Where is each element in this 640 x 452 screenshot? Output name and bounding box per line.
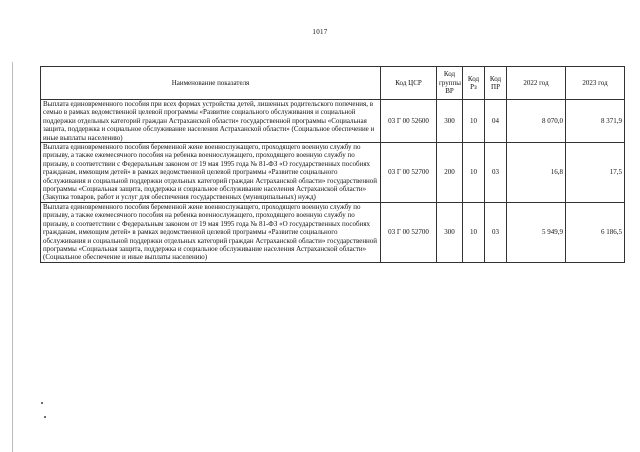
row-name: Выплата единовременного пособия беременной жене военнослужащего, проходящего военную службу по призыву, а также ежемесячного пособия на ребенка военнослужащего, проходящего военную службу по призыву, в соответствии с Федеральным законом от 19 мая 1995 года № 81-ФЗ «О государственных пособиях гражданам, имеющим детей» в рамках ведомственной целевой программы «Развитие социального обслуживания и социальной поддержки отдельных категорий граждан Астраханской области» государственной программы «Социальная защита, поддержка и социальное обслуживание населения Астраханской области» (Закупка товаров, работ и услуг для обеспечения государственных (муниципальных) нужд) [41,143,381,203]
scan-speck [44,416,46,418]
row-vr: 300 [437,100,463,143]
page-number: 1017 [312,28,328,36]
header-pr: Код ПР [485,67,507,100]
table-row [41,100,625,143]
header-2022: 2022 год [507,67,566,100]
scan-speck [41,402,43,404]
row-name: Выплата единовременного пособия беременной жене военнослужащего, проходящего военную службу по призыву, а также ежемесячного пособия на ребенка военнослужащего, проходящего военную службу по призыву, в соответствии с Федеральным законом от 19 мая 1995 года № 81-ФЗ «О государственных пособиях гражданам, имеющим детей» в рамках ведомственной целевой программы «Развитие социального обслуживания и социальной поддержки отдельных категорий граждан Астраханской области» государственной программы «Социальная защита, поддержка и социальное обслуживание населения Астраханской области» (Социальное обеспечение и иные выплаты населению) [41,202,381,262]
row-csr: 03 Г 00 52600 [381,100,437,143]
row-vr: 300 [437,202,463,262]
row-pr: 03 [485,202,507,262]
header-csr: Код ЦСР [381,67,437,100]
header-name: Наименование показателя [41,67,381,100]
row-2022: 16,8 [507,143,566,203]
scan-margin-line [12,62,13,452]
row-2023: 8 371,9 [566,100,625,143]
row-rz: 10 [463,143,485,203]
row-vr: 200 [437,143,463,203]
header-vr: Код группы ВР [437,67,463,100]
row-2022: 5 949,9 [507,202,566,262]
header-rz: Код Рз [463,67,485,100]
row-csr: 03 Г 00 52700 [381,202,437,262]
table-row [41,202,625,262]
row-name: Выплата единовременного пособия при всех формах устройства детей, лишенных родительского попечения, в семью в рамках ведомственной целевой программы «Развитие социального обслуживания и социальной поддержки отдельных категорий граждан Астраханской области» государственной программы «Социальная защита, поддержка и социальное обслуживание населения Астраханской области» (Социальное обеспечение и иные выплаты населению) [41,100,381,143]
header-2023: 2023 год [566,67,625,100]
row-2022: 8 070,0 [507,100,566,143]
row-pr: 03 [485,143,507,203]
row-pr: 04 [485,100,507,143]
row-2023: 6 186,5 [566,202,625,262]
table-header-row [41,67,625,100]
table-row [41,143,625,203]
row-rz: 10 [463,202,485,262]
budget-table [40,66,625,263]
row-csr: 03 Г 00 52700 [381,143,437,203]
row-2023: 17,5 [566,143,625,203]
row-rz: 10 [463,100,485,143]
